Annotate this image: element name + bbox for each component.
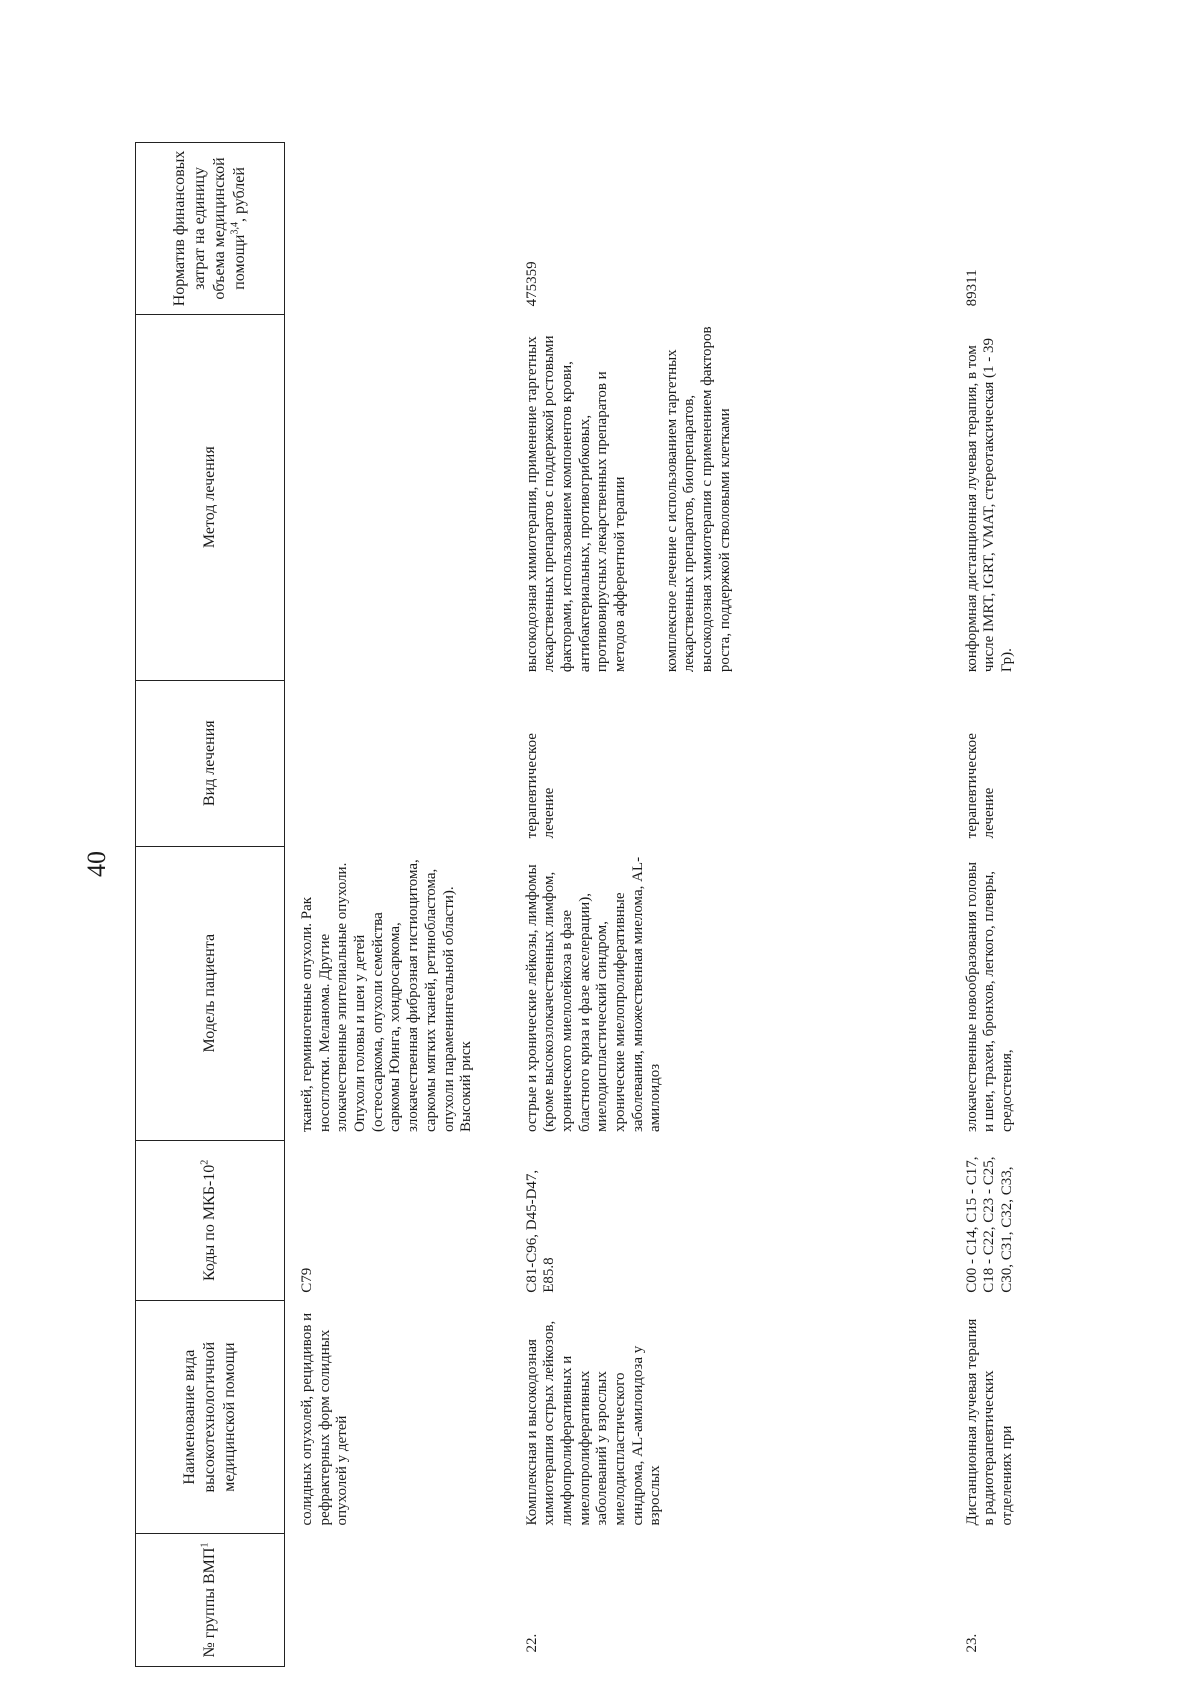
method-paragraph: комплексное лечение с использованием таргетных лекарственных препаратов, биопрепаратов, высокодозная химиотерапия с применением факторов роста, поддержкой стволовыми клетками bbox=[663, 326, 733, 673]
row-cost bbox=[285, 143, 510, 315]
header-treatment-type: Вид лечения bbox=[136, 680, 285, 846]
row-treatment-method bbox=[510, 314, 950, 680]
row-treatment-type: терапевтическое лечение bbox=[963, 733, 998, 839]
table-row bbox=[950, 143, 1017, 1667]
header-treatment-method: Метод лечения bbox=[136, 314, 285, 680]
row-cost: 475359 bbox=[523, 261, 540, 307]
row-patient-model: острые и хронические лейкозы, лимфомы (кроме высокозлокачественных лимфом, хронического миелолейкоза в фазе бластного криза и фазе акселерации), миелодиспластический синдром, хронические миелопролиферативные заболевания, множественная миелома, AL-амилоидоз bbox=[523, 856, 664, 1133]
row-treatment-type: терапевтическое лечение bbox=[523, 733, 558, 839]
method-paragraph: высокодозная химиотерапия, применение таргетных лекарственных препаратов с поддержкой ростовыми факторами, использованием компонентов крови, антибактериальных, противогрибковых, противовирусных лекарственных препаратов и методов афферентной терапии bbox=[523, 335, 628, 673]
table-row bbox=[285, 143, 510, 1667]
row-icd-codes: C00 - C14, C15 - C17, C18 - C22, C23 - C25, C30, C31, C32, C33, bbox=[963, 1156, 1015, 1293]
row-number: 22. bbox=[523, 1633, 540, 1653]
row-treatment-method: конформная дистанционная лучевая терапия, в том числе IMRT, IGRT, VMAT, стереотаксическая (1 - 39 Гр). bbox=[963, 337, 1015, 673]
header-group-number: № группы ВМП$^1$ bbox=[136, 1534, 285, 1667]
row-cost: 89311 bbox=[963, 269, 980, 307]
row-vmp-name: Дистанционная лучевая терапия в радиотерапевтических отделениях при bbox=[963, 1318, 1015, 1526]
row-vmp-name: солидных опухолей, рецидивов и рефрактерных форм солидных опухолей у детей bbox=[299, 1312, 351, 1526]
vmp-table bbox=[135, 142, 1017, 1667]
row-treatment-method bbox=[285, 314, 510, 680]
header-vmp-name: Наименование вида высокотехнологичной медицинской помощи bbox=[136, 1301, 285, 1534]
page-number: 40 bbox=[82, 851, 111, 877]
header-icd-codes: Коды по МКБ-$10^2$ bbox=[136, 1140, 285, 1301]
row-number: 23. bbox=[963, 1633, 980, 1653]
row-patient-model: злокачественные новообразования головы и шеи, трахеи, бронхов, легкого, плевры, средостения, bbox=[963, 861, 1015, 1133]
header-cost-norm: Норматив финансовых затрат на единицу объема медицинской помощи$^{3,4}$, рублей bbox=[136, 143, 285, 315]
row-number bbox=[285, 1534, 510, 1667]
row-patient-model: тканей, герминогенные опухоли. Рак носоглотки. Меланома. Другие злокачественные эпителиальные опухоли. Опухоли головы и шеи у детей (остеосаркома, опухоли семейства саркомы Юинга, хондросаркома, злокачественная фиброзная гистиоцитома, саркомы мягких тканей, ретинобластома, опухоли параменингеальной области). Высокий риск bbox=[299, 859, 475, 1133]
row-treatment-type bbox=[285, 680, 510, 846]
table-header-row bbox=[136, 143, 285, 1667]
header-patient-model: Модель пациента bbox=[136, 846, 285, 1140]
row-vmp-name: Комплексная и высокодозная химиотерапия острых лейкозов, лимфопролиферативных и миелопролиферативных заболеваний у взрослых миелодиспластического синдрома, AL-амилоидоза у взрослых bbox=[523, 1320, 664, 1526]
row-icd-codes: C81-C96, D45-D47, E85.8 bbox=[523, 1169, 558, 1293]
row-icd-codes: C79 bbox=[299, 1267, 315, 1293]
table-row bbox=[510, 143, 950, 1667]
